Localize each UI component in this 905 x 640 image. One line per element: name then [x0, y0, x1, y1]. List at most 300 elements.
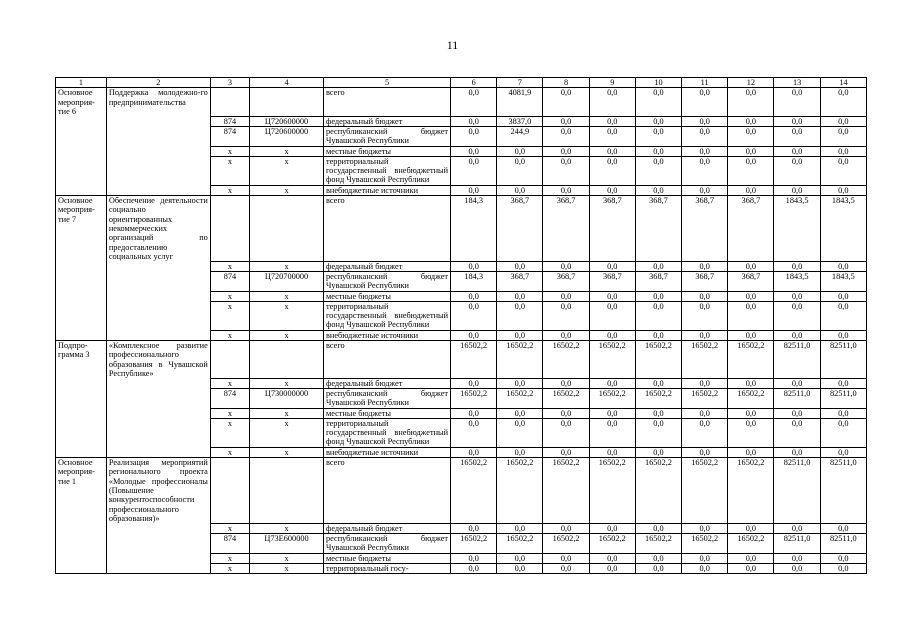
- table-row: [56, 146, 867, 156]
- value-cell: 82511,0: [774, 533, 820, 553]
- value-cell: 0,0: [635, 563, 681, 573]
- value-cell: 16502,2: [451, 341, 497, 379]
- value-cell: 0,0: [451, 418, 497, 447]
- grbs-code-cell: х: [210, 378, 249, 388]
- value-cell: 0,0: [497, 523, 543, 533]
- program-code-cell: Подпро-грамма 3: [56, 341, 107, 379]
- funding-source-cell: внебюджетные источники: [323, 185, 450, 195]
- funding-source-cell: республиканский бюджет Чувашской Республики: [323, 389, 450, 409]
- funding-source-cell: местные бюджеты: [323, 146, 450, 156]
- value-cell: 0,0: [774, 418, 820, 447]
- table-row: [56, 458, 867, 524]
- value-cell: 0,0: [682, 408, 728, 418]
- value-cell: 0,0: [682, 88, 728, 116]
- value-cell: 1843,5: [820, 196, 866, 262]
- value-cell: 0,0: [543, 553, 589, 563]
- value-cell: 1843,5: [820, 271, 866, 291]
- value-cell: 0,0: [728, 291, 774, 301]
- target-article-cell: [250, 341, 324, 379]
- table-row: [56, 553, 867, 563]
- program-name-cell: [106, 330, 210, 340]
- budget-table-body: [56, 78, 867, 574]
- program-name-cell: «Комплексное развитие профессионального образования в Чувашской Республике»: [106, 341, 210, 379]
- value-cell: 0,0: [728, 523, 774, 533]
- value-cell: 0,0: [820, 330, 866, 340]
- grbs-code-cell: 874: [210, 116, 249, 126]
- value-cell: 0,0: [543, 301, 589, 330]
- program-name-cell: [106, 563, 210, 573]
- column-number: 11: [682, 78, 728, 88]
- value-cell: 0,0: [543, 185, 589, 195]
- value-cell: 0,0: [682, 116, 728, 126]
- value-cell: 0,0: [635, 156, 681, 185]
- table-row: [56, 447, 867, 457]
- funding-source-cell: территориальный государственный внебюджетный фонд Чувашской Республики: [323, 418, 450, 447]
- value-cell: 368,7: [682, 271, 728, 291]
- value-cell: 184,3: [451, 196, 497, 262]
- value-cell: 0,0: [589, 126, 635, 146]
- funding-source-cell: внебюджетные источники: [323, 447, 450, 457]
- value-cell: 0,0: [820, 185, 866, 195]
- value-cell: 0,0: [820, 156, 866, 185]
- value-cell: 0,0: [774, 146, 820, 156]
- table-row: [56, 301, 867, 330]
- target-article-cell: Ц720600000: [250, 126, 324, 146]
- target-article-cell: х: [250, 301, 324, 330]
- value-cell: 0,0: [774, 156, 820, 185]
- value-cell: 0,0: [589, 291, 635, 301]
- table-row: [56, 196, 867, 262]
- value-cell: 368,7: [543, 271, 589, 291]
- column-number: 3: [210, 78, 249, 88]
- value-cell: 0,0: [635, 418, 681, 447]
- grbs-code-cell: х: [210, 146, 249, 156]
- value-cell: 0,0: [497, 146, 543, 156]
- value-cell: 0,0: [635, 116, 681, 126]
- value-cell: 0,0: [728, 553, 774, 563]
- program-name-cell: Реализация мероприятий регионального проекта «Молодые профессионалы (Повышение конкурентоспособности профессионального образования)»: [106, 458, 210, 524]
- value-cell: 0,0: [635, 301, 681, 330]
- funding-source-cell: территориальный государственный внебюджетный фонд Чувашской Республики: [323, 301, 450, 330]
- value-cell: 16502,2: [543, 389, 589, 409]
- value-cell: 0,0: [497, 301, 543, 330]
- program-code-cell: [56, 553, 107, 563]
- target-article-cell: х: [250, 330, 324, 340]
- grbs-code-cell: [210, 458, 249, 524]
- value-cell: 0,0: [451, 447, 497, 457]
- value-cell: 0,0: [820, 116, 866, 126]
- column-number: 12: [728, 78, 774, 88]
- table-row: [56, 330, 867, 340]
- target-article-cell: х: [250, 418, 324, 447]
- table-row: [56, 523, 867, 533]
- value-cell: 16502,2: [589, 341, 635, 379]
- value-cell: 0,0: [497, 156, 543, 185]
- value-cell: 0,0: [543, 261, 589, 271]
- grbs-code-cell: 874: [210, 389, 249, 409]
- program-code-cell: [56, 301, 107, 330]
- grbs-code-cell: х: [210, 156, 249, 185]
- value-cell: 16502,2: [635, 533, 681, 553]
- funding-source-cell: федеральный бюджет: [323, 261, 450, 271]
- program-code-cell: [56, 261, 107, 271]
- value-cell: 0,0: [497, 261, 543, 271]
- program-code-cell: [56, 523, 107, 533]
- value-cell: 0,0: [728, 146, 774, 156]
- value-cell: 16502,2: [682, 341, 728, 379]
- grbs-code-cell: х: [210, 418, 249, 447]
- value-cell: 82511,0: [820, 341, 866, 379]
- value-cell: 0,0: [682, 301, 728, 330]
- value-cell: 0,0: [635, 146, 681, 156]
- value-cell: 0,0: [589, 185, 635, 195]
- value-cell: 16502,2: [543, 533, 589, 553]
- value-cell: 0,0: [497, 563, 543, 573]
- value-cell: 0,0: [774, 88, 820, 116]
- target-article-cell: х: [250, 563, 324, 573]
- table-row: [56, 261, 867, 271]
- value-cell: 0,0: [820, 523, 866, 533]
- value-cell: 0,0: [635, 523, 681, 533]
- table-row: [56, 408, 867, 418]
- value-cell: 0,0: [682, 126, 728, 146]
- value-cell: 0,0: [589, 330, 635, 340]
- page-number: 11: [446, 38, 459, 52]
- value-cell: 0,0: [589, 523, 635, 533]
- value-cell: 0,0: [589, 261, 635, 271]
- funding-source-cell: местные бюджеты: [323, 291, 450, 301]
- value-cell: 0,0: [451, 126, 497, 146]
- program-code-cell: [56, 156, 107, 185]
- program-code-cell: [56, 389, 107, 409]
- funding-source-cell: федеральный бюджет: [323, 378, 450, 388]
- program-name-cell: [106, 301, 210, 330]
- grbs-code-cell: [210, 88, 249, 116]
- program-code-cell: [56, 418, 107, 447]
- table-row: [56, 185, 867, 195]
- grbs-code-cell: х: [210, 261, 249, 271]
- value-cell: 0,0: [589, 378, 635, 388]
- grbs-code-cell: х: [210, 185, 249, 195]
- target-article-cell: Ц730000000: [250, 389, 324, 409]
- program-code-cell: [56, 126, 107, 146]
- value-cell: 16502,2: [543, 458, 589, 524]
- table-row: [56, 563, 867, 573]
- value-cell: 0,0: [728, 185, 774, 195]
- value-cell: 0,0: [774, 291, 820, 301]
- program-name-cell: [106, 116, 210, 126]
- funding-source-cell: республиканский бюджет Чувашской Республики: [323, 271, 450, 291]
- value-cell: 0,0: [589, 146, 635, 156]
- value-cell: 16502,2: [682, 533, 728, 553]
- value-cell: 0,0: [497, 330, 543, 340]
- value-cell: 0,0: [451, 146, 497, 156]
- value-cell: 0,0: [774, 261, 820, 271]
- funding-source-cell: внебюджетные источники: [323, 330, 450, 340]
- value-cell: 0,0: [635, 408, 681, 418]
- target-article-cell: [250, 88, 324, 116]
- value-cell: 16502,2: [589, 533, 635, 553]
- value-cell: 0,0: [635, 261, 681, 271]
- value-cell: 0,0: [682, 291, 728, 301]
- value-cell: 1843,5: [774, 271, 820, 291]
- value-cell: 0,0: [774, 126, 820, 146]
- value-cell: 0,0: [820, 301, 866, 330]
- program-code-cell: [56, 378, 107, 388]
- funding-source-cell: всего: [323, 88, 450, 116]
- funding-source-cell: всего: [323, 196, 450, 262]
- value-cell: 0,0: [451, 523, 497, 533]
- column-number: 9: [589, 78, 635, 88]
- value-cell: 0,0: [820, 261, 866, 271]
- value-cell: 0,0: [497, 418, 543, 447]
- value-cell: 0,0: [682, 185, 728, 195]
- column-number-row: [56, 78, 867, 88]
- funding-source-cell: всего: [323, 341, 450, 379]
- target-article-cell: Ц73Е600000: [250, 533, 324, 553]
- target-article-cell: х: [250, 156, 324, 185]
- value-cell: 0,0: [451, 261, 497, 271]
- value-cell: 0,0: [682, 156, 728, 185]
- program-code-cell: [56, 146, 107, 156]
- value-cell: 82511,0: [774, 341, 820, 379]
- table-row: [56, 378, 867, 388]
- value-cell: 0,0: [497, 447, 543, 457]
- value-cell: 16502,2: [635, 389, 681, 409]
- value-cell: 0,0: [589, 418, 635, 447]
- value-cell: 0,0: [635, 553, 681, 563]
- grbs-code-cell: 874: [210, 533, 249, 553]
- value-cell: 0,0: [451, 291, 497, 301]
- program-name-cell: [106, 408, 210, 418]
- program-code-cell: Основное мероприя-тие 7: [56, 196, 107, 262]
- value-cell: 0,0: [682, 330, 728, 340]
- value-cell: 0,0: [682, 261, 728, 271]
- value-cell: 0,0: [682, 378, 728, 388]
- value-cell: 0,0: [451, 185, 497, 195]
- target-article-cell: х: [250, 408, 324, 418]
- program-code-cell: [56, 271, 107, 291]
- value-cell: 0,0: [774, 408, 820, 418]
- value-cell: 0,0: [682, 447, 728, 457]
- value-cell: 0,0: [589, 116, 635, 126]
- target-article-cell: х: [250, 185, 324, 195]
- grbs-code-cell: [210, 196, 249, 262]
- value-cell: 16502,2: [451, 389, 497, 409]
- program-code-cell: [56, 116, 107, 126]
- value-cell: 0,0: [820, 88, 866, 116]
- grbs-code-cell: 874: [210, 126, 249, 146]
- value-cell: 0,0: [682, 563, 728, 573]
- table-row: [56, 156, 867, 185]
- program-name-cell: [106, 156, 210, 185]
- value-cell: 16502,2: [497, 389, 543, 409]
- value-cell: 0,0: [543, 156, 589, 185]
- value-cell: 0,0: [451, 378, 497, 388]
- column-number: 10: [635, 78, 681, 88]
- target-article-cell: х: [250, 146, 324, 156]
- value-cell: 82511,0: [820, 533, 866, 553]
- value-cell: 16502,2: [682, 389, 728, 409]
- value-cell: 82511,0: [774, 458, 820, 524]
- value-cell: 368,7: [635, 196, 681, 262]
- value-cell: 0,0: [543, 447, 589, 457]
- value-cell: 0,0: [820, 126, 866, 146]
- value-cell: 0,0: [682, 523, 728, 533]
- program-name-cell: [106, 146, 210, 156]
- program-name-cell: [106, 389, 210, 409]
- value-cell: 16502,2: [497, 458, 543, 524]
- target-article-cell: х: [250, 553, 324, 563]
- value-cell: 1843,5: [774, 196, 820, 262]
- value-cell: 0,0: [635, 291, 681, 301]
- program-name-cell: Обеспечение деятельности социально ориентированных некоммерческих организаций по предоставлению социальных услуг: [106, 196, 210, 262]
- program-code-cell: Основное мероприя-тие 1: [56, 458, 107, 524]
- program-code-cell: [56, 185, 107, 195]
- value-cell: 0,0: [589, 156, 635, 185]
- grbs-code-cell: х: [210, 330, 249, 340]
- grbs-code-cell: х: [210, 447, 249, 457]
- value-cell: 0,0: [451, 116, 497, 126]
- value-cell: 0,0: [728, 418, 774, 447]
- program-name-cell: Поддержка молодежно-го предпринимательства: [106, 88, 210, 116]
- value-cell: 0,0: [543, 126, 589, 146]
- grbs-code-cell: х: [210, 301, 249, 330]
- column-number: 8: [543, 78, 589, 88]
- value-cell: 0,0: [497, 408, 543, 418]
- column-number: 6: [451, 78, 497, 88]
- value-cell: 16502,2: [682, 458, 728, 524]
- program-name-cell: [106, 447, 210, 457]
- program-name-cell: [106, 261, 210, 271]
- funding-source-cell: местные бюджеты: [323, 553, 450, 563]
- value-cell: 368,7: [589, 196, 635, 262]
- program-name-cell: [106, 291, 210, 301]
- value-cell: 0,0: [589, 447, 635, 457]
- funding-source-cell: республиканский бюджет Чувашской Республики: [323, 126, 450, 146]
- value-cell: 82511,0: [820, 458, 866, 524]
- value-cell: 0,0: [635, 378, 681, 388]
- target-article-cell: х: [250, 447, 324, 457]
- grbs-code-cell: х: [210, 553, 249, 563]
- target-article-cell: х: [250, 261, 324, 271]
- table-row: [56, 126, 867, 146]
- value-cell: 0,0: [728, 116, 774, 126]
- value-cell: 0,0: [728, 156, 774, 185]
- value-cell: 16502,2: [543, 341, 589, 379]
- program-name-cell: [106, 185, 210, 195]
- value-cell: 0,0: [728, 261, 774, 271]
- value-cell: 0,0: [451, 563, 497, 573]
- value-cell: 0,0: [543, 291, 589, 301]
- value-cell: 82511,0: [774, 389, 820, 409]
- funding-source-cell: всего: [323, 458, 450, 524]
- value-cell: 368,7: [497, 196, 543, 262]
- value-cell: 0,0: [543, 523, 589, 533]
- value-cell: 0,0: [682, 553, 728, 563]
- value-cell: 368,7: [589, 271, 635, 291]
- value-cell: 0,0: [774, 563, 820, 573]
- value-cell: 0,0: [682, 146, 728, 156]
- value-cell: 0,0: [820, 563, 866, 573]
- funding-source-cell: федеральный бюджет: [323, 523, 450, 533]
- column-number: 1: [56, 78, 107, 88]
- value-cell: 0,0: [589, 563, 635, 573]
- value-cell: 16502,2: [728, 533, 774, 553]
- value-cell: 0,0: [497, 185, 543, 195]
- grbs-code-cell: 874: [210, 271, 249, 291]
- program-code-cell: [56, 408, 107, 418]
- value-cell: 16502,2: [728, 389, 774, 409]
- table-row: [56, 389, 867, 409]
- value-cell: 0,0: [543, 88, 589, 116]
- program-code-cell: [56, 447, 107, 457]
- value-cell: 0,0: [543, 378, 589, 388]
- program-name-cell: [106, 523, 210, 533]
- value-cell: 0,0: [635, 447, 681, 457]
- program-code-cell: [56, 291, 107, 301]
- funding-source-cell: территориальный госу-: [323, 563, 450, 573]
- column-number: 2: [106, 78, 210, 88]
- value-cell: 0,0: [635, 330, 681, 340]
- value-cell: 0,0: [543, 116, 589, 126]
- value-cell: 16502,2: [497, 341, 543, 379]
- value-cell: 0,0: [543, 330, 589, 340]
- value-cell: 0,0: [820, 553, 866, 563]
- value-cell: 0,0: [543, 408, 589, 418]
- value-cell: 244,9: [497, 126, 543, 146]
- value-cell: 16502,2: [728, 341, 774, 379]
- value-cell: 0,0: [774, 185, 820, 195]
- value-cell: 0,0: [728, 378, 774, 388]
- table-row: [56, 418, 867, 447]
- value-cell: 82511,0: [820, 389, 866, 409]
- value-cell: 0,0: [589, 553, 635, 563]
- value-cell: 0,0: [728, 126, 774, 146]
- funding-source-cell: федеральный бюджет: [323, 116, 450, 126]
- grbs-code-cell: х: [210, 408, 249, 418]
- value-cell: 0,0: [451, 553, 497, 563]
- value-cell: 16502,2: [451, 533, 497, 553]
- value-cell: 0,0: [497, 553, 543, 563]
- value-cell: 0,0: [728, 563, 774, 573]
- funding-source-cell: местные бюджеты: [323, 408, 450, 418]
- value-cell: 0,0: [728, 88, 774, 116]
- value-cell: 0,0: [820, 378, 866, 388]
- value-cell: 16502,2: [589, 458, 635, 524]
- value-cell: 16502,2: [728, 458, 774, 524]
- value-cell: 4081,9: [497, 88, 543, 116]
- program-name-cell: [106, 533, 210, 553]
- value-cell: 0,0: [820, 146, 866, 156]
- value-cell: 16502,2: [589, 389, 635, 409]
- column-number: 4: [250, 78, 324, 88]
- value-cell: 0,0: [451, 408, 497, 418]
- column-number: 5: [323, 78, 450, 88]
- value-cell: 0,0: [774, 523, 820, 533]
- funding-source-cell: территориальный государственный внебюджетный фонд Чувашской Республики: [323, 156, 450, 185]
- target-article-cell: х: [250, 378, 324, 388]
- grbs-code-cell: х: [210, 563, 249, 573]
- value-cell: 0,0: [497, 291, 543, 301]
- value-cell: 0,0: [451, 88, 497, 116]
- value-cell: 0,0: [774, 378, 820, 388]
- value-cell: 0,0: [728, 408, 774, 418]
- table-row: [56, 116, 867, 126]
- value-cell: 368,7: [543, 196, 589, 262]
- table-row: [56, 533, 867, 553]
- value-cell: 16502,2: [635, 458, 681, 524]
